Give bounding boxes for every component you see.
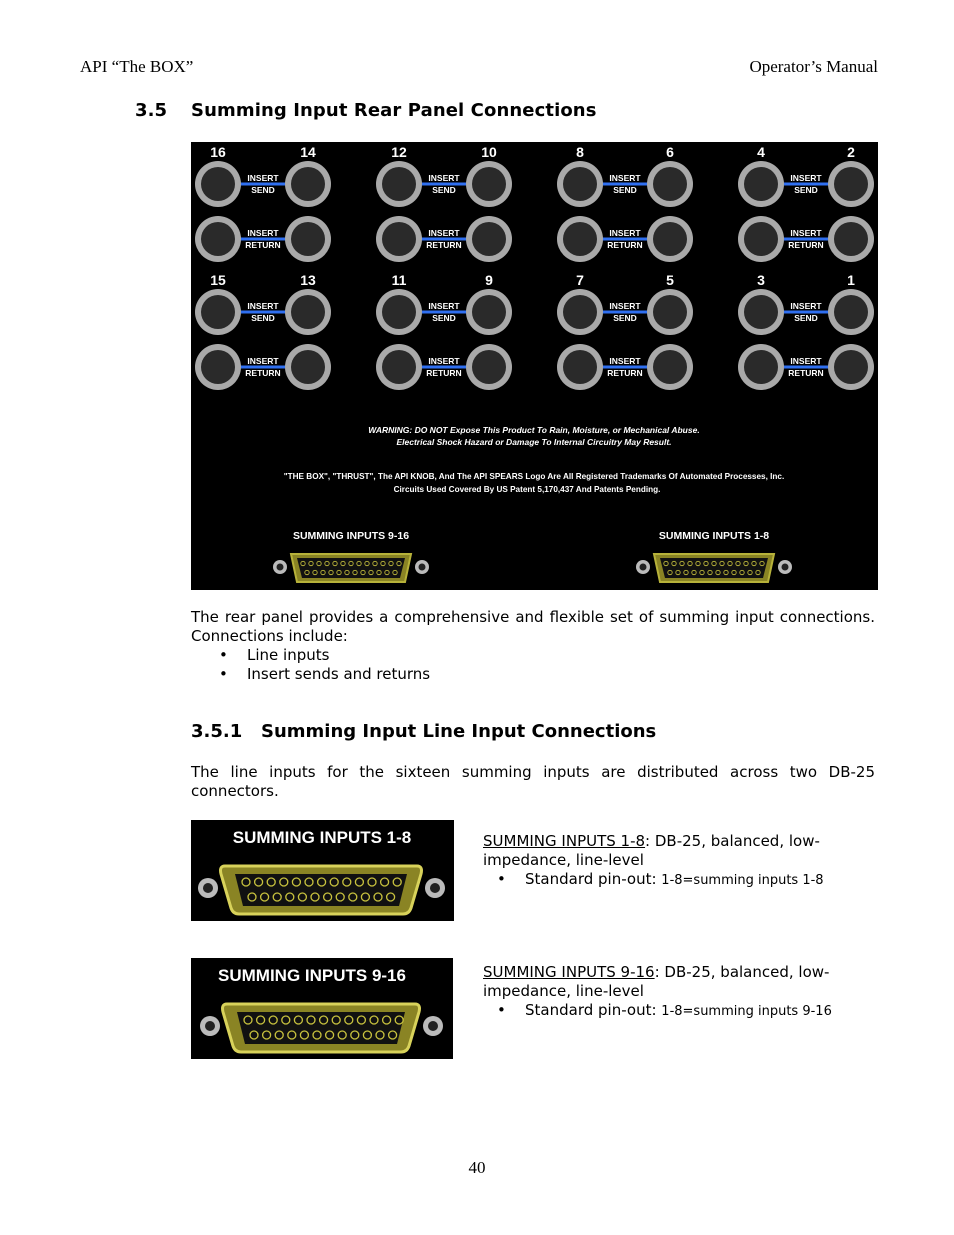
jack-icon	[472, 222, 506, 256]
jack-icon	[744, 295, 778, 329]
connector-desc-1-8	[483, 832, 863, 890]
jack-icon	[563, 167, 597, 201]
channel-number: 2	[847, 144, 855, 160]
insert-label: INSERT	[247, 356, 279, 366]
pinout-value: 1-8=summing inputs 9-16	[661, 1004, 832, 1019]
screw-icon	[423, 1016, 443, 1036]
return-label: RETURN	[788, 240, 824, 250]
screw-icon	[200, 1016, 220, 1036]
jack-icon	[382, 295, 416, 329]
header-right: Operator’s Manual	[749, 57, 878, 76]
jack-icon	[563, 222, 597, 256]
jack-icon	[291, 222, 325, 256]
bullet-text: Insert sends and returns	[247, 664, 431, 683]
send-label: SEND	[613, 313, 637, 323]
send-label: SEND	[613, 185, 637, 195]
jack-icon	[744, 222, 778, 256]
channel-number: 11	[391, 272, 407, 288]
warning-text: Electrical Shock Hazard or Damage To Internal Circuitry May Result.	[396, 437, 672, 447]
insert-label: INSERT	[609, 356, 641, 366]
jack-icon	[563, 350, 597, 384]
jack-icon	[834, 222, 868, 256]
jack-icon	[201, 222, 235, 256]
subsection-title: Summing Input Line Input Connections	[261, 721, 657, 742]
jack-icon	[834, 167, 868, 201]
jack-icon	[201, 295, 235, 329]
channel-number: 13	[300, 272, 316, 288]
trademark-text: "THE BOX", "THRUST", The API KNOB, And The API SPEARS Logo Are All Registered Trademarks Of Automated Processes, Inc.	[283, 472, 785, 481]
insert-label: INSERT	[247, 228, 279, 238]
insert-label: INSERT	[609, 301, 641, 311]
list-item: • Insert sends and returns	[219, 664, 431, 683]
screw-icon	[277, 564, 284, 571]
jack-icon	[744, 350, 778, 384]
screw-icon	[640, 564, 647, 571]
db25-9-16-svg	[191, 958, 453, 1059]
jack-icon	[653, 350, 687, 384]
list-item: • Standard pin-out: 1-8=summing inputs 9-16	[497, 1001, 832, 1019]
pinout-prefix: Standard pin-out:	[525, 870, 662, 888]
channel-number: 12	[391, 144, 407, 160]
jack-icon	[834, 295, 868, 329]
send-label: SEND	[432, 313, 456, 323]
send-label: SEND	[794, 313, 818, 323]
return-label: RETURN	[426, 240, 462, 250]
insert-label: INSERT	[247, 173, 279, 183]
channel-number: 14	[300, 144, 316, 160]
channel-number: 7	[576, 272, 584, 288]
channel-number: 5	[666, 272, 674, 288]
jack-icon	[382, 222, 416, 256]
insert-label: INSERT	[247, 301, 279, 311]
intro-paragraph	[191, 608, 875, 646]
connector-desc-text: : DB-25, balanced, low-impedance, line-level	[483, 963, 830, 1000]
connector-desc-9-16	[483, 963, 863, 1021]
insert-label: INSERT	[428, 301, 460, 311]
jack-icon	[653, 167, 687, 201]
intro-paragraph-text: The rear panel provides a comprehensive and flexible set of summing input connections. Connections include:	[191, 608, 875, 645]
jack-icon	[201, 350, 235, 384]
line-paragraph-text: The line inputs for the sixteen summing inputs are distributed across two DB-25 connectors.	[191, 763, 875, 800]
line-paragraph	[191, 763, 875, 801]
db25-1-8-image	[191, 820, 454, 921]
connector-name: SUMMING INPUTS 9-16	[483, 963, 655, 981]
trademark-text: Circuits Used Covered By US Patent 5,170,437 And Patents Pending.	[393, 485, 661, 494]
insert-label: INSERT	[428, 356, 460, 366]
subsection-heading	[191, 721, 656, 742]
return-label: RETURN	[607, 368, 643, 378]
jack-icon	[653, 295, 687, 329]
channel-number: 9	[485, 272, 493, 288]
insert-label: INSERT	[790, 356, 822, 366]
jack-icon	[834, 350, 868, 384]
db25-1-8-label: SUMMING INPUTS 1-8	[232, 828, 412, 847]
insert-label: INSERT	[428, 228, 460, 238]
jack-icon	[563, 295, 597, 329]
rear-panel-image	[191, 142, 878, 590]
channel-number: 1	[847, 272, 855, 288]
channel-number: 15	[210, 272, 226, 288]
section-title: Summing Input Rear Panel Connections	[191, 100, 597, 121]
screw-icon	[419, 564, 426, 571]
insert-label: INSERT	[790, 173, 822, 183]
jack-icon	[472, 295, 506, 329]
jack-icon	[201, 167, 235, 201]
insert-label: INSERT	[790, 228, 822, 238]
channel-number: 16	[210, 144, 226, 160]
insert-label: INSERT	[428, 173, 460, 183]
insert-label: INSERT	[790, 301, 822, 311]
channel-number: 10	[481, 144, 497, 160]
return-label: RETURN	[245, 240, 281, 250]
jack-icon	[382, 167, 416, 201]
db25-9-16-label: SUMMING INPUTS 9-16	[218, 966, 406, 985]
db25-9-16-image	[191, 958, 453, 1059]
channel-number: 6	[666, 144, 674, 160]
return-label: RETURN	[245, 368, 281, 378]
return-label: RETURN	[426, 368, 462, 378]
list-item: • Line inputs	[219, 646, 330, 664]
return-label: RETURN	[788, 368, 824, 378]
section-number: 3.5	[135, 100, 168, 121]
pinout-value: 1-8=summing inputs 1-8	[661, 873, 824, 888]
db25-label: SUMMING INPUTS 1-8	[658, 530, 770, 542]
jack-icon	[382, 350, 416, 384]
send-label: SEND	[251, 313, 275, 323]
channel-number: 3	[757, 272, 765, 288]
section-heading	[135, 100, 597, 121]
screw-icon	[198, 878, 218, 898]
jack-icon	[291, 295, 325, 329]
return-label: RETURN	[607, 240, 643, 250]
connector-desc-text: : DB-25, balanced, low-impedance, line-level	[483, 832, 820, 869]
connector-name: SUMMING INPUTS 1-8	[483, 832, 646, 850]
send-label: SEND	[432, 185, 456, 195]
screw-icon	[782, 564, 789, 571]
jack-icon	[744, 167, 778, 201]
send-label: SEND	[794, 185, 818, 195]
send-label: SEND	[251, 185, 275, 195]
jack-icon	[291, 350, 325, 384]
db25-1-8-svg	[191, 820, 454, 921]
insert-label: INSERT	[609, 173, 641, 183]
list-item: • Standard pin-out: 1-8=summing inputs 1-8	[497, 870, 824, 888]
pinout-prefix: Standard pin-out:	[525, 1001, 662, 1019]
rear-panel-svg	[191, 142, 878, 590]
channel-number: 4	[757, 144, 765, 160]
channel-number: 8	[576, 144, 584, 160]
page-number: 40	[468, 1158, 486, 1177]
jack-icon	[653, 222, 687, 256]
jack-icon	[291, 167, 325, 201]
jack-icon	[472, 167, 506, 201]
intro-bullet-list	[219, 646, 430, 683]
jack-icon	[472, 350, 506, 384]
screw-icon	[425, 878, 445, 898]
header-left: API “The BOX”	[80, 57, 194, 76]
insert-label: INSERT	[609, 228, 641, 238]
warning-text: WARNING: DO NOT Expose This Product To Rain, Moisture, or Mechanical Abuse.	[368, 425, 700, 435]
subsection-number: 3.5.1	[191, 721, 243, 742]
bullet-text: Line inputs	[247, 646, 330, 664]
db25-label: SUMMING INPUTS 9-16	[292, 530, 410, 542]
